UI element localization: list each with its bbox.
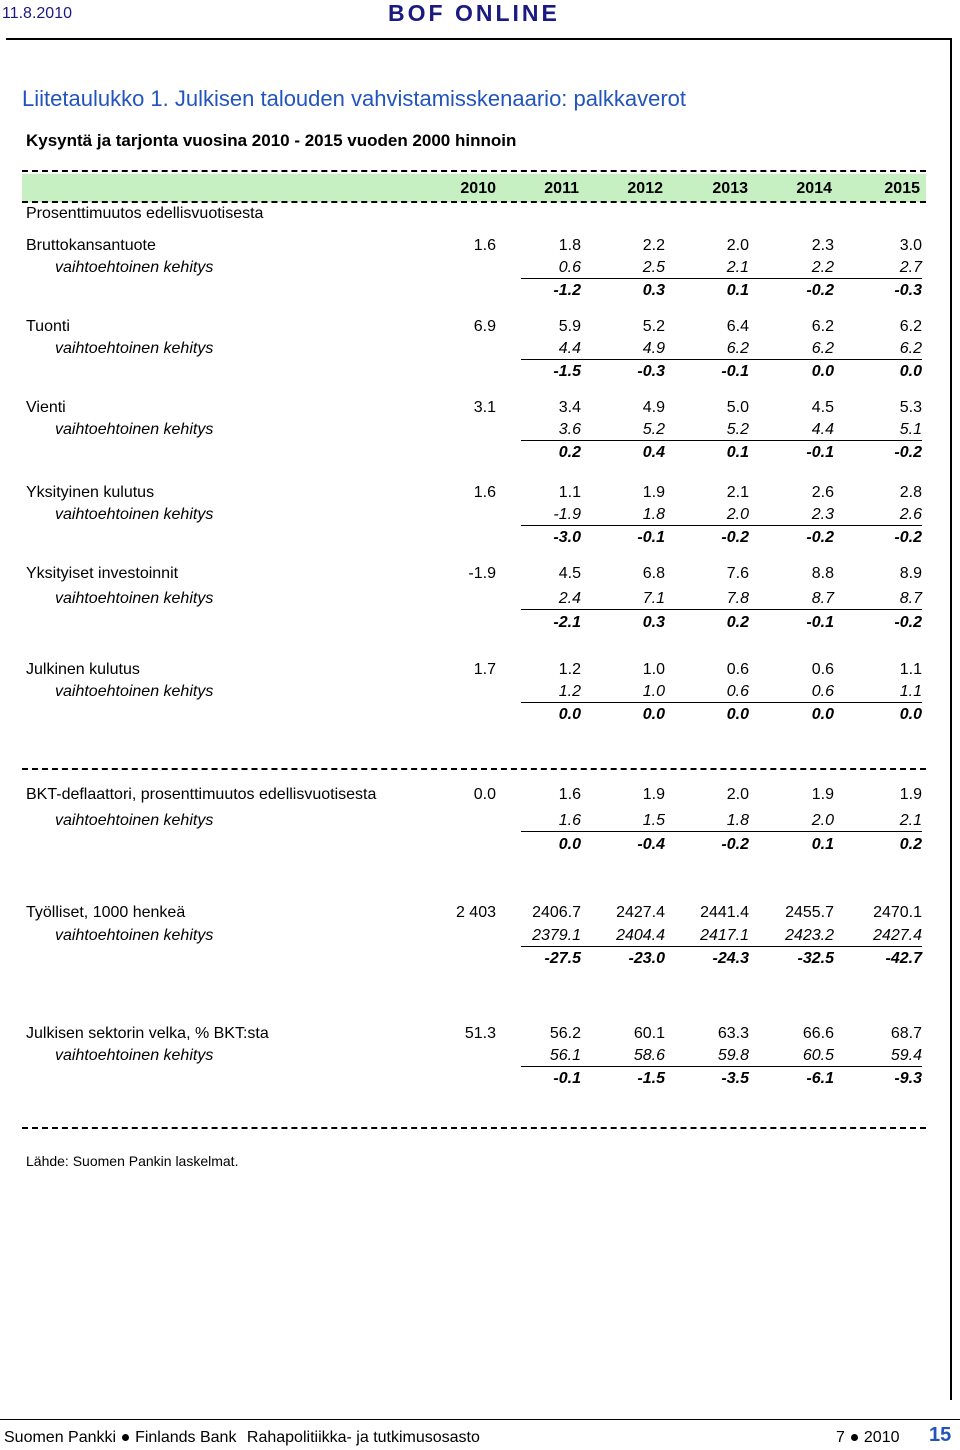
alt-value: 6.2 xyxy=(811,340,834,357)
difference-value: 0.0 xyxy=(558,836,581,853)
alt-value: 1.8 xyxy=(726,812,749,829)
difference-value: -27.5 xyxy=(544,950,581,967)
year-header: 2015 xyxy=(884,180,920,197)
year-header: 2012 xyxy=(627,180,663,197)
difference-value: -1.2 xyxy=(553,282,581,299)
alt-value: 56.1 xyxy=(549,1047,581,1064)
base-value: 1.2 xyxy=(558,661,581,678)
alt-value: 7.1 xyxy=(642,590,665,607)
base-value: 1.9 xyxy=(642,786,665,803)
difference-value: 0.0 xyxy=(899,363,922,380)
alt-value: 2404.4 xyxy=(616,927,665,944)
base-value: 3.1 xyxy=(473,399,496,416)
dashed-divider-bottom xyxy=(22,1127,926,1129)
alt-value: 2417.1 xyxy=(700,927,749,944)
difference-value: -0.1 xyxy=(806,614,834,631)
table-subtitle: Kysyntä ja tarjonta vuosina 2010 - 2015 vuoden 2000 hinnoin xyxy=(26,131,517,150)
alt-row-label: vaihtoehtoinen kehitys xyxy=(55,1047,214,1064)
difference-value: 0.3 xyxy=(642,282,665,299)
base-value: 4.5 xyxy=(811,399,834,416)
base-value: 1.9 xyxy=(642,484,665,501)
base-value: 5.2 xyxy=(642,318,665,335)
base-value: 2.1 xyxy=(726,484,749,501)
alt-value: 0.6 xyxy=(558,259,581,276)
difference-value: -32.5 xyxy=(797,950,834,967)
difference-value: -0.1 xyxy=(806,444,834,461)
base-value: 5.9 xyxy=(558,318,581,335)
alt-value: 2379.1 xyxy=(532,927,581,944)
row-label: Bruttokansantuote xyxy=(26,237,156,254)
difference-value: -0.2 xyxy=(721,529,749,546)
footer-department: Rahapolitiikka- ja tutkimusosasto xyxy=(246,1429,480,1446)
base-value: 66.6 xyxy=(802,1025,834,1042)
alt-row-label: vaihtoehtoinen kehitys xyxy=(55,340,214,357)
difference-value: -0.1 xyxy=(637,529,665,546)
difference-value: 0.0 xyxy=(899,706,922,723)
year-header: 2011 xyxy=(544,180,579,197)
alt-value: 1.5 xyxy=(642,812,665,829)
base-value: 2.8 xyxy=(899,484,922,501)
base-value: 2 403 xyxy=(455,904,496,921)
row-label: Yksityinen kulutus xyxy=(26,484,155,501)
alt-underline xyxy=(521,831,922,832)
base-value: 1.7 xyxy=(473,661,496,678)
alt-value: 2.0 xyxy=(726,506,749,523)
footer-org-fi: Suomen Pankki xyxy=(4,1429,117,1446)
year-header: 2014 xyxy=(796,180,832,197)
difference-value: -1.5 xyxy=(637,1070,665,1087)
alt-value: 6.2 xyxy=(899,340,922,357)
base-value: 8.9 xyxy=(899,565,922,582)
base-value: 60.1 xyxy=(633,1025,665,1042)
row-label: Yksityiset investoinnit xyxy=(26,565,179,582)
row-label: Tuonti xyxy=(26,318,70,335)
difference-value: -1.5 xyxy=(553,363,581,380)
alt-underline xyxy=(521,609,922,610)
alt-value: 2427.4 xyxy=(873,927,922,944)
base-value: 2.3 xyxy=(811,237,834,254)
base-value: 2.6 xyxy=(811,484,834,501)
base-value: 6.8 xyxy=(642,565,665,582)
alt-value: 2.3 xyxy=(811,506,834,523)
footer-issue xyxy=(836,1429,900,1447)
alt-underline xyxy=(521,359,922,360)
dashed-divider-header xyxy=(22,201,926,203)
alt-value: 2.5 xyxy=(642,259,665,276)
source-note: Lähde: Suomen Pankin laskelmat. xyxy=(26,1153,239,1169)
dashed-divider-middle xyxy=(22,768,926,770)
difference-value: 0.2 xyxy=(726,614,749,631)
difference-value: -0.2 xyxy=(721,836,749,853)
base-value: 5.0 xyxy=(726,399,749,416)
row-label: Julkinen kulutus xyxy=(26,661,140,678)
alt-value: -1.9 xyxy=(553,506,581,523)
difference-value: -0.2 xyxy=(894,614,922,631)
base-value: 6.2 xyxy=(811,318,834,335)
alt-value: 2.1 xyxy=(726,259,749,276)
page-title: Liitetaulukko 1. Julkisen talouden vahvistamisskenaario: palkkaverot xyxy=(22,86,687,111)
base-value: 7.6 xyxy=(726,565,749,582)
difference-value: -3.0 xyxy=(553,529,581,546)
difference-value: 0.0 xyxy=(811,363,834,380)
alt-row-label: vaihtoehtoinen kehitys xyxy=(55,590,214,607)
base-value: 1.6 xyxy=(558,786,581,803)
difference-value: 0.0 xyxy=(811,706,834,723)
alt-value: 1.2 xyxy=(558,683,581,700)
base-value: 2406.7 xyxy=(532,904,581,921)
base-value: 3.4 xyxy=(558,399,581,416)
alt-value: 59.4 xyxy=(890,1047,922,1064)
alt-value: 8.7 xyxy=(811,590,834,607)
difference-value: -0.1 xyxy=(721,363,749,380)
difference-value: -0.2 xyxy=(894,529,922,546)
alt-value: 3.6 xyxy=(558,421,581,438)
alt-underline xyxy=(521,440,922,441)
alt-value: 58.6 xyxy=(633,1047,665,1064)
base-value: 6.2 xyxy=(899,318,922,335)
difference-value: 0.3 xyxy=(642,614,665,631)
alt-value: 4.4 xyxy=(811,421,834,438)
difference-value: 0.0 xyxy=(558,706,581,723)
base-value: 0.0 xyxy=(473,786,496,803)
alt-value: 1.1 xyxy=(899,683,922,700)
alt-underline xyxy=(521,1066,922,1067)
difference-value: 0.1 xyxy=(811,836,834,853)
alt-value: 4.9 xyxy=(642,340,665,357)
difference-value: -0.2 xyxy=(894,444,922,461)
base-value: 2470.1 xyxy=(873,904,922,921)
alt-underline xyxy=(521,278,922,279)
percent-change-header: Prosenttimuutos edellisvuotisesta xyxy=(26,205,264,222)
base-value: 1.9 xyxy=(811,786,834,803)
base-value: 3.0 xyxy=(899,237,922,254)
alt-value: 2423.2 xyxy=(785,927,834,944)
alt-value: 5.1 xyxy=(899,421,922,438)
base-value: 1.0 xyxy=(642,661,665,678)
alt-value: 0.6 xyxy=(811,683,834,700)
base-value: 2.0 xyxy=(726,237,749,254)
alt-underline xyxy=(521,946,922,947)
base-value: 1.6 xyxy=(473,484,496,501)
difference-value: -2.1 xyxy=(553,614,581,631)
difference-value: -0.3 xyxy=(894,282,922,299)
alt-row-label: vaihtoehtoinen kehitys xyxy=(55,927,214,944)
page-number: 15 xyxy=(929,1424,952,1446)
difference-value: -6.1 xyxy=(806,1070,834,1087)
alt-value: 2.2 xyxy=(811,259,834,276)
alt-row-label: vaihtoehtoinen kehitys xyxy=(55,812,214,829)
base-value: 4.9 xyxy=(642,399,665,416)
alt-value: 0.6 xyxy=(726,683,749,700)
base-value: 56.2 xyxy=(549,1025,581,1042)
difference-value: 0.2 xyxy=(558,444,581,461)
footer-issue-number: 7 xyxy=(836,1429,845,1446)
alt-value: 2.4 xyxy=(558,590,581,607)
year-header: 2010 xyxy=(460,180,496,197)
base-value: 6.4 xyxy=(726,318,749,335)
alt-value: 60.5 xyxy=(802,1047,834,1064)
bullet-icon xyxy=(851,1434,858,1441)
bullet-icon xyxy=(122,1434,129,1441)
alt-underline xyxy=(521,702,922,703)
difference-value: 0.0 xyxy=(642,706,665,723)
difference-value: -24.3 xyxy=(712,950,749,967)
alt-value: 8.7 xyxy=(899,590,922,607)
row-label: BKT-deflaattori, prosenttimuutos edellisvuotisesta xyxy=(26,786,377,803)
alt-value: 6.2 xyxy=(726,340,749,357)
dashed-divider-top xyxy=(22,170,926,172)
row-label: Julkisen sektorin velka, % BKT:sta xyxy=(26,1025,269,1042)
base-value: 1.8 xyxy=(558,237,581,254)
base-value: 0.6 xyxy=(726,661,749,678)
header-date: 11.8.2010 xyxy=(2,5,72,22)
base-value: 8.8 xyxy=(811,565,834,582)
difference-value: -0.4 xyxy=(637,836,665,853)
base-value: 51.3 xyxy=(464,1025,496,1042)
base-value: 4.5 xyxy=(558,565,581,582)
base-value: 2455.7 xyxy=(785,904,834,921)
alt-row-label: vaihtoehtoinen kehitys xyxy=(55,506,214,523)
base-value: 0.6 xyxy=(811,661,834,678)
base-value: 1.9 xyxy=(899,786,922,803)
difference-value: 0.4 xyxy=(642,444,665,461)
alt-row-label: vaihtoehtoinen kehitys xyxy=(55,421,214,438)
alt-row-label: vaihtoehtoinen kehitys xyxy=(55,259,214,276)
base-value: 2427.4 xyxy=(616,904,665,921)
difference-value: -42.7 xyxy=(885,950,922,967)
base-value: -1.9 xyxy=(468,565,496,582)
alt-value: 59.8 xyxy=(717,1047,749,1064)
difference-value: -23.0 xyxy=(628,950,665,967)
base-value: 2.0 xyxy=(726,786,749,803)
difference-value: -3.5 xyxy=(721,1070,749,1087)
alt-value: 2.1 xyxy=(899,812,922,829)
alt-value: 1.6 xyxy=(558,812,581,829)
base-value: 5.3 xyxy=(899,399,922,416)
base-value: 2.2 xyxy=(642,237,665,254)
row-label: Työlliset, 1000 henkeä xyxy=(26,904,186,921)
difference-value: -0.2 xyxy=(806,529,834,546)
footer-year: 2010 xyxy=(863,1429,900,1446)
alt-value: 5.2 xyxy=(726,421,749,438)
difference-value: 0.1 xyxy=(726,444,749,461)
alt-value: 4.4 xyxy=(558,340,581,357)
base-value: 1.6 xyxy=(473,237,496,254)
base-value: 6.9 xyxy=(473,318,496,335)
alt-value: 2.0 xyxy=(811,812,834,829)
difference-value: -0.1 xyxy=(553,1070,581,1087)
alt-value: 2.6 xyxy=(899,506,922,523)
difference-value: -9.3 xyxy=(894,1070,922,1087)
footer-divider xyxy=(0,1419,960,1420)
year-header: 2013 xyxy=(712,180,748,197)
base-value: 1.1 xyxy=(899,661,922,678)
alt-value: 1.8 xyxy=(642,506,665,523)
alt-value: 5.2 xyxy=(642,421,665,438)
footer-org-sv: Finlands Bank xyxy=(135,1429,237,1446)
alt-row-label: vaihtoehtoinen kehitys xyxy=(55,683,214,700)
footer-org xyxy=(4,1429,480,1447)
difference-value: -0.3 xyxy=(637,363,665,380)
difference-value: 0.1 xyxy=(726,282,749,299)
alt-value: 7.8 xyxy=(726,590,749,607)
difference-value: 0.2 xyxy=(899,836,922,853)
row-label: Vienti xyxy=(26,399,66,416)
alt-value: 2.7 xyxy=(899,259,922,276)
base-value: 68.7 xyxy=(890,1025,922,1042)
alt-value: 1.0 xyxy=(642,683,665,700)
base-value: 2441.4 xyxy=(700,904,749,921)
base-value: 1.1 xyxy=(558,484,581,501)
difference-value: -0.2 xyxy=(806,282,834,299)
base-value: 63.3 xyxy=(717,1025,749,1042)
header-brand: BOF ONLINE xyxy=(388,0,560,26)
alt-underline xyxy=(521,525,922,526)
difference-value: 0.0 xyxy=(726,706,749,723)
